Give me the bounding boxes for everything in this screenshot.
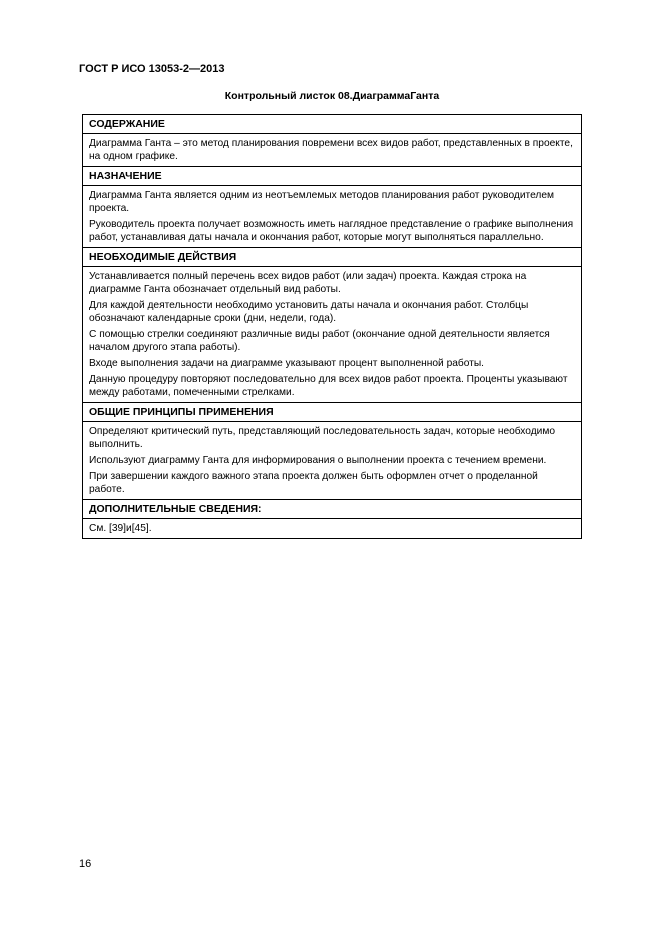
section-heading: НАЗНАЧЕНИЕ xyxy=(83,167,581,186)
section-heading: НЕОБХОДИМЫЕ ДЕЙСТВИЯ xyxy=(83,248,581,267)
section-body xyxy=(83,186,581,247)
section-paragraph: Диаграмма Ганта – это метод планирования повремени всех видов работ, представленных в проекте, на одном графике. xyxy=(89,138,573,162)
section-cell xyxy=(83,115,582,167)
section-body xyxy=(83,267,581,402)
document-header: ГОСТ Р ИСО 13053-2—2013 xyxy=(79,63,225,75)
section-paragraph: Входе выполнения задачи на диаграмме указывают процент выполненной работы. xyxy=(89,358,485,369)
section-body xyxy=(83,519,581,538)
section-row xyxy=(83,248,582,403)
section-paragraph: Определяют критический путь, представляющий последовательность задач, которые необходимо выполнить. xyxy=(89,426,556,450)
section-row xyxy=(83,403,582,500)
section-heading: ОБЩИЕ ПРИНЦИПЫ ПРИМЕНЕНИЯ xyxy=(83,403,581,422)
section-cell xyxy=(83,167,582,248)
section-row xyxy=(83,500,582,539)
section-cell xyxy=(83,403,582,500)
section-row xyxy=(83,115,582,167)
checklist-table xyxy=(82,114,582,539)
section-cell xyxy=(83,248,582,403)
section-row xyxy=(83,167,582,248)
section-heading: ДОПОЛНИТЕЛЬНЫЕ СВЕДЕНИЯ: xyxy=(83,500,581,519)
section-body xyxy=(83,422,581,499)
section-cell xyxy=(83,500,582,539)
section-body xyxy=(83,134,581,166)
section-heading: СОДЕРЖАНИЕ xyxy=(83,115,581,134)
section-paragraph: С помощью стрелки соединяют различные виды работ (окончание одной деятельности является началом другого этапа работы). xyxy=(89,329,550,353)
section-paragraph: Для каждой деятельности необходимо установить даты начала и окончания работ. Столбцы обозначают календарные сроки (дни, недели, года). xyxy=(89,300,529,324)
section-paragraph: Данную процедуру повторяют последовательно для всех видов работ проекта. Проценты указывают между работами, помеченными стрелками. xyxy=(89,374,568,398)
page-number: 16 xyxy=(79,858,92,870)
section-paragraph: Руководитель проекта получает возможность иметь наглядное представление о графике выполнения работ, устанавливая даты начала и окончания работ, которые могут выполняться параллельно. xyxy=(89,219,574,243)
section-paragraph: При завершении каждого важного этапа проекта должен быть оформлен отчет о проделанной работе. xyxy=(89,471,538,495)
section-paragraph: Устанавливается полный перечень всех видов работ (или задач) проекта. Каждая строка на диаграмме Ганта обозначает отдельный вид работы. xyxy=(89,271,527,295)
checklist-title: Контрольный листок 08.ДиаграммаГанта xyxy=(224,90,440,102)
section-paragraph: Используют диаграмму Ганта для информирования о выполнении проекта с течением времени. xyxy=(89,455,547,466)
section-paragraph: См. [39]и[45]. xyxy=(89,523,152,534)
section-paragraph: Диаграмма Ганта является одним из неотъемлемых методов планирования работ руководителем проекта. xyxy=(89,190,555,214)
